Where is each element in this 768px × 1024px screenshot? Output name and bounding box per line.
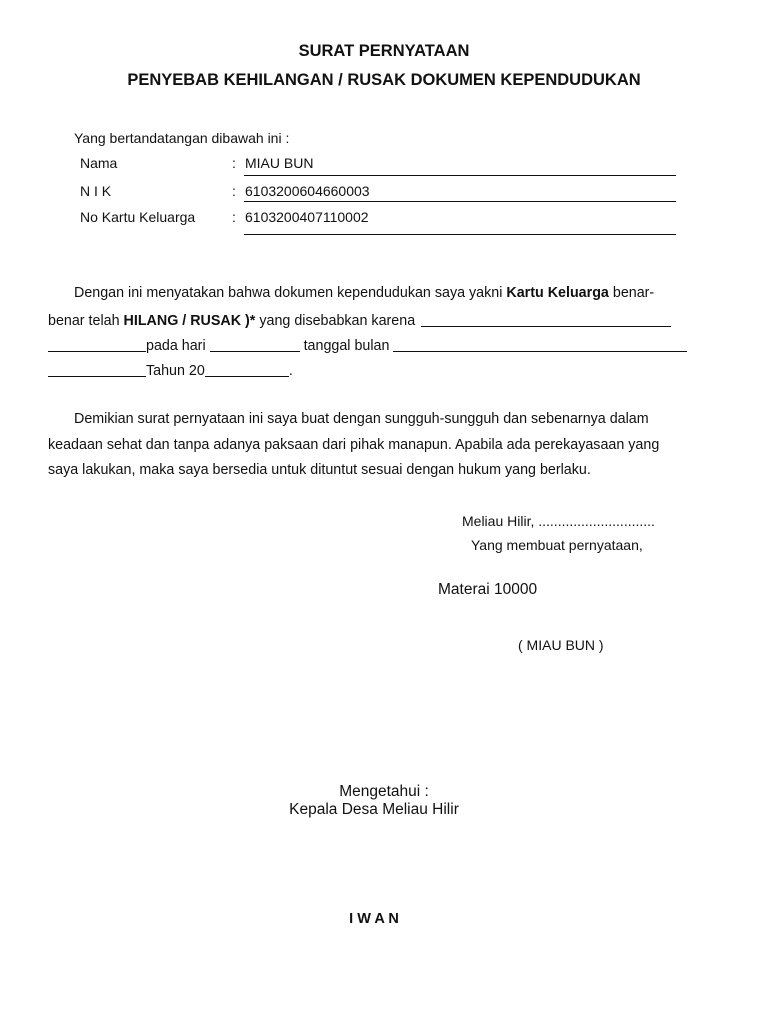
- statement-text: Tahun 20: [146, 363, 205, 379]
- statement-line-4: [48, 362, 293, 379]
- declaration-line-1: Demikian surat pernyataan ini saya buat dengan sungguh-sungguh dan sebenarnya dalam: [74, 411, 649, 427]
- document-title: SURAT PERNYATAAN: [298, 42, 470, 60]
- statement-text: benar telah: [48, 313, 124, 329]
- cause-blank: [421, 312, 671, 327]
- field-colon-kk: :: [232, 209, 236, 225]
- field-underline-nik: [244, 201, 676, 202]
- village-head-name: I W A N: [349, 911, 399, 927]
- date-blank: [393, 337, 687, 352]
- day-blank: [210, 337, 300, 352]
- acknowledge-role: Kepala Desa Meliau Hilir: [289, 801, 459, 818]
- field-underline-kk: [244, 234, 676, 235]
- statement-line-1: [74, 285, 654, 301]
- month-blank: [48, 362, 146, 377]
- statement-line-2: [48, 312, 671, 329]
- statement-text: yang disebabkan karena: [255, 313, 420, 329]
- document-type: Kartu Keluarga: [506, 285, 609, 301]
- field-label-nama: Nama: [80, 155, 118, 171]
- statement-text: Dengan ini menyatakan bahwa dokumen kependudukan saya yakni: [74, 285, 507, 301]
- field-label-nik: N I K: [80, 183, 112, 199]
- stamp-placeholder: Materai 10000: [438, 581, 538, 598]
- signature-maker-label: Yang membuat pernyataan,: [471, 537, 643, 553]
- statement-text: tanggal bulan: [299, 338, 394, 354]
- cause-blank-cont: [48, 337, 146, 352]
- document-subtitle: PENYEBAB KEHILANGAN / RUSAK DOKUMEN KEPENDUDUKAN: [127, 71, 641, 89]
- field-value-nama: MIAU BUN: [245, 155, 314, 171]
- field-value-nik: 6103200604660003: [245, 183, 370, 199]
- year-blank: [205, 362, 289, 377]
- field-label-kk: No Kartu Keluarga: [80, 209, 196, 225]
- field-colon-nama: :: [232, 155, 236, 171]
- statement-line-3: [48, 337, 687, 354]
- field-value-kk: 6103200407110002: [245, 209, 369, 225]
- signer-name: ( MIAU BUN ): [518, 637, 604, 653]
- intro-text: Yang bertandatangan dibawah ini :: [74, 130, 290, 146]
- statement-text: .: [288, 363, 293, 379]
- acknowledge-label: Mengetahui :: [339, 783, 429, 800]
- declaration-line-3: saya lakukan, maka saya bersedia untuk dituntut sesuai dengan hukum yang berlaku.: [48, 462, 591, 478]
- status-option: HILANG / RUSAK )*: [123, 313, 256, 329]
- statement-text: pada hari: [146, 338, 210, 354]
- signature-place-date: Meliau Hilir, ..............................: [462, 513, 655, 529]
- field-colon-nik: :: [232, 183, 236, 199]
- declaration-line-2: keadaan sehat dan tanpa adanya paksaan dari pihak manapun. Apabila ada perekayasaan yang: [48, 437, 660, 453]
- field-underline-nama: [244, 175, 676, 176]
- statement-text: benar-: [608, 285, 655, 301]
